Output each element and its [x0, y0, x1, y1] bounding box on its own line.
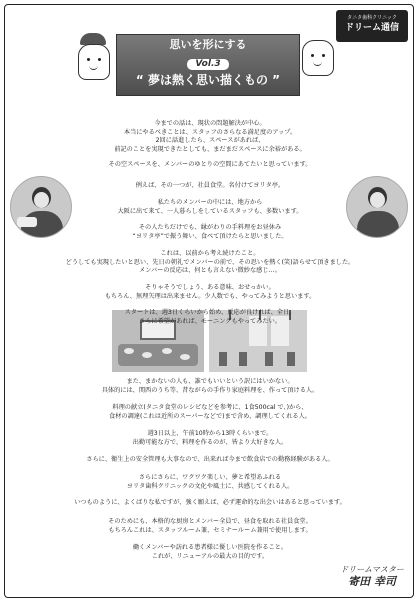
article-line: 働くメンバーや訪れる患者様に優しい医院を作ること。	[132, 544, 288, 551]
article-line: 具体的には、関西のうち等、昔ながらの手作り家庭料理を、作って頂ける人。	[101, 386, 319, 394]
tooth-mascot-icon	[302, 40, 334, 76]
article-line: 今までの話は、現状の問題解決が中心。	[154, 120, 266, 127]
newsletter-name: ドリーム通信	[344, 23, 399, 33]
signature-name: 寄田 幸司	[348, 575, 396, 588]
article-line: さらにさらに、ワクワク楽しい、夢と希望あふれる	[138, 474, 282, 481]
signature-title: ドリームマスター	[340, 565, 404, 574]
article-line: さらに希望があれば、モーニングもやってみたい。	[139, 317, 281, 325]
article-line: 前記のことを実現できたとしても、まだまだスペースに余裕がある。	[114, 145, 306, 153]
volume-badge: Vol.3	[187, 59, 228, 70]
article-line: 週3日以上、午前10時から13時くらいまで。	[147, 430, 273, 437]
article-line: 食材の調達(これは近所のスーパーなどで)まで含め、調理してくれる人。	[109, 412, 311, 420]
article-line: 料理の献立(タニタ食堂のレシピなどを参考に、1食500cal で、)から、	[112, 404, 308, 411]
title-banner	[116, 34, 300, 96]
article-line: これが、リニューアルの最大の目的です。	[151, 552, 269, 560]
signature	[340, 564, 404, 589]
article-line: もちろんこれは、スタッフルーム兼、セミナールーム兼用で使用します。	[108, 526, 312, 534]
article-line: 私たちのメンバーの中には、地方から	[157, 199, 263, 206]
article-line: メンバーの反応は、何とも言えない微妙な感じ…。	[139, 267, 281, 275]
article-line: いつものように、よくばりな私ですが、強く願えば、必ず運命的な出会いはあると思っています。	[74, 499, 346, 506]
article-line: 出勤可能な方で、料理を作るのが、皆より大好きな人。	[132, 438, 288, 446]
article-line: その空スペースを、メンバーのゆとりの空間にあてたいと思っています。	[108, 161, 312, 168]
article-line: その人たちだけでも、縁がわりの手料理をお昼休み	[138, 224, 282, 231]
article-line: スタートは、週3日くらいから始め、反応が良ければ、全日。	[124, 309, 296, 316]
article-line: また、まかないの人も、誰でもいいという訳にはいかない。	[126, 378, 294, 385]
article-line: もちろん、無理矢理は出来ません。少人数でも、やってみようと思います。	[104, 292, 316, 300]
article-line: これは、以前から考え続けたこと。	[160, 250, 260, 257]
article-line: 2回に話進したら、スペースがあれば、	[155, 137, 265, 145]
clinic-name: タニタ歯科クリニック	[347, 15, 397, 21]
article-line: 例えば、その一つが、社員食堂。名付けてヨリタ亭。	[135, 182, 285, 189]
article-line: “ヨリタ亭”で振う舞い、食べて頂けたらと思いました。	[132, 232, 288, 240]
article-line: さらに、衛生上の安全管理も大事なので、出来れば今まで飲食店での勤務経験がある人。	[86, 456, 334, 463]
newsletter-logo	[336, 10, 408, 42]
article-line: どうしても実現したいと思い、先日の朝礼でメンバーの前で、その思いを熱く(笑)語らせて頂きました。	[65, 258, 355, 266]
tooth-mascot-icon	[78, 44, 110, 80]
article-line: そのためにも、本格的な厨房とメンバー全員で、昼食を取れる社員食堂。	[108, 518, 312, 525]
article-line: ヨリタ歯科クリニックの文化や風土に、共感してくれる人。	[126, 482, 294, 490]
article-line: そりゃそうでしょう、ある意味、おせっかい。	[145, 284, 275, 291]
banner-subtitle: “ 夢は熱く思い描くもの ”	[135, 73, 281, 87]
article-line: 大阪に出て来て、一人暮らしをしているスタッフも、多数います。	[117, 207, 303, 215]
article-line: 本当にやるべきことは、スタッフのさらなる満足度のアップ。	[123, 128, 297, 136]
banner-title: 思いを形にする	[169, 38, 247, 51]
